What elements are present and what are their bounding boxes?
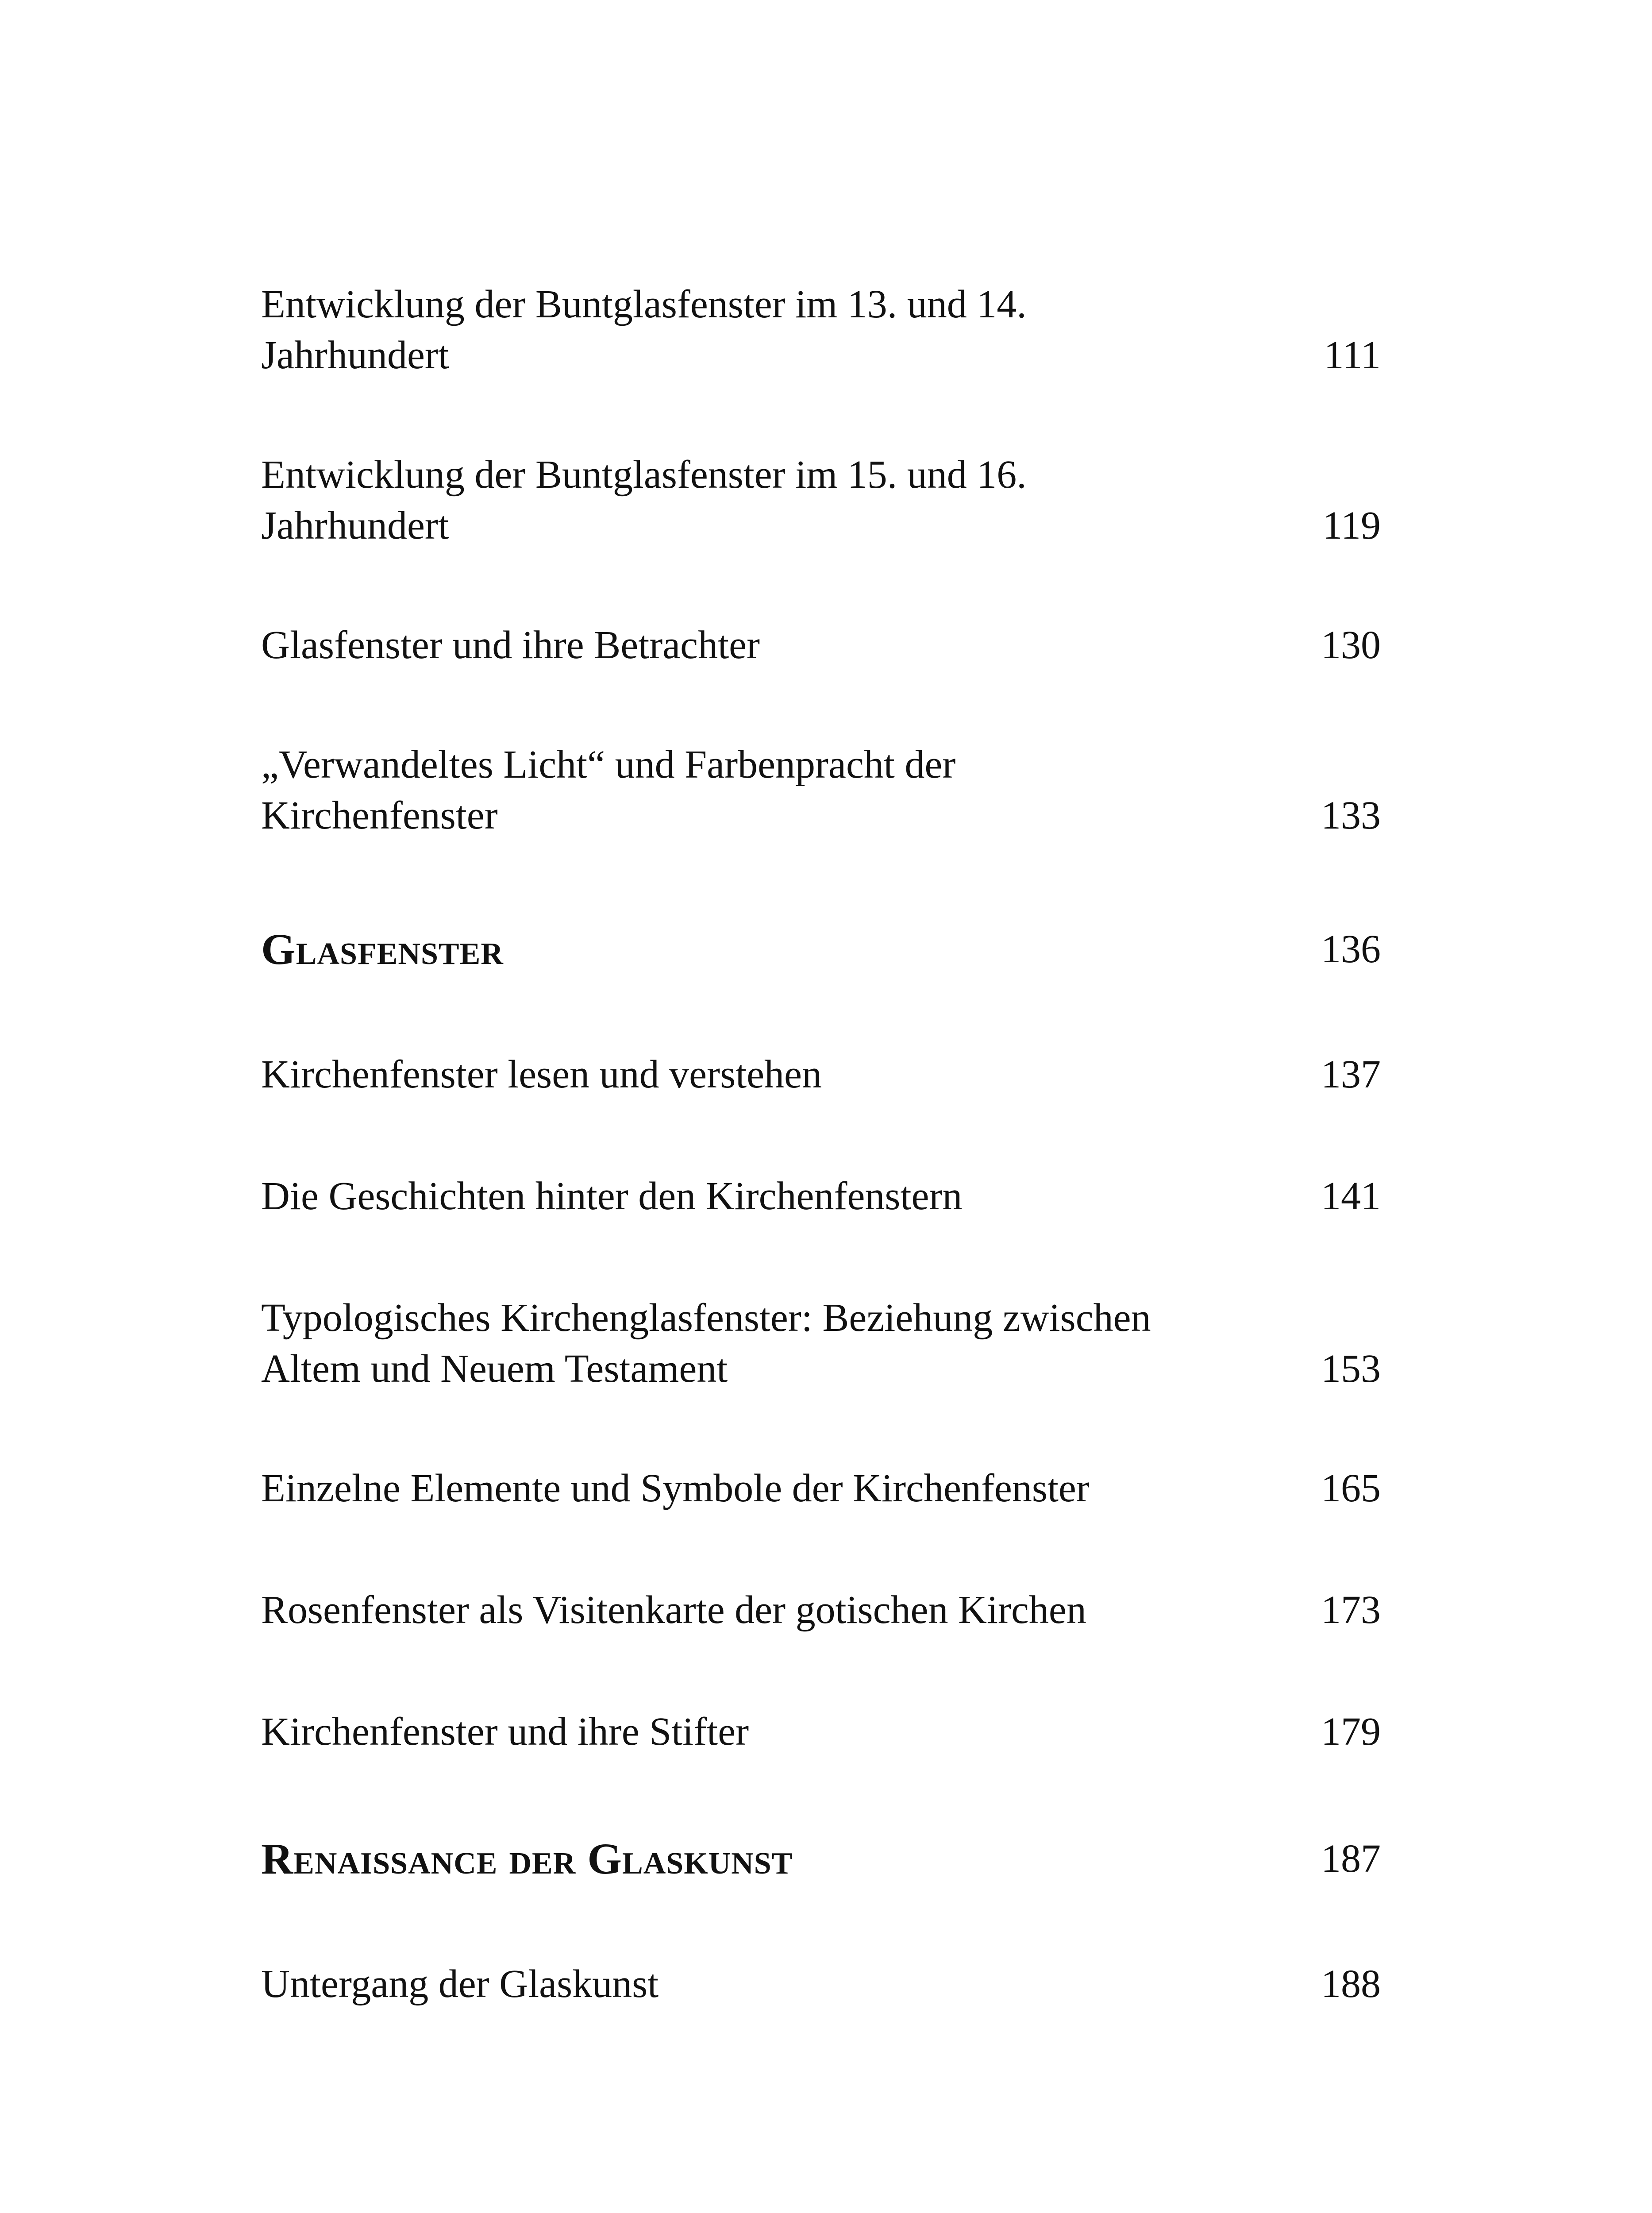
- toc-entry-page-number: 137: [1321, 1053, 1381, 1096]
- toc-entry[interactable]: [261, 1959, 1381, 2009]
- toc-section-heading[interactable]: [261, 923, 1381, 976]
- toc-entry-title: Einzelne Elemente und Symbole der Kirchenfenster: [261, 1466, 1090, 1510]
- toc-entry[interactable]: [261, 620, 1381, 671]
- toc-entry[interactable]: [261, 1585, 1381, 1635]
- toc-entry[interactable]: [261, 1706, 1381, 1757]
- toc-entry-page-number: 153: [1321, 1347, 1381, 1391]
- toc-entry[interactable]: [261, 449, 1381, 551]
- toc-entry-page-number: 119: [1322, 504, 1381, 547]
- toc-entry-title: Rosenfenster als Visitenkarte der gotischen Kirchen: [261, 1588, 1086, 1632]
- toc-entry-title: Kirchenfenster lesen und verstehen: [261, 1053, 822, 1096]
- toc-entry-title: Die Geschichten hinter den Kirchenfenstern: [261, 1174, 963, 1218]
- toc-entry[interactable]: [261, 1463, 1381, 1514]
- toc-section-title: Glasfenster: [261, 925, 504, 974]
- toc-entry[interactable]: [261, 1171, 1381, 1222]
- toc-entry-page-number: 188: [1321, 1962, 1381, 2006]
- toc-entry-page-number: 133: [1321, 794, 1381, 837]
- toc-entry-page-number: 130: [1321, 623, 1381, 667]
- toc-entry-title: Glasfenster und ihre Betrachter: [261, 623, 760, 667]
- toc-entry-title: Entwicklung der Buntglasfenster im 15. und 16. Jahrhundert: [261, 453, 1027, 547]
- toc-entry-title: Typologisches Kirchenglasfenster: Beziehung zwischen Altem und Neuem Testament: [261, 1296, 1151, 1391]
- toc-entry-page-number: 141: [1321, 1174, 1381, 1218]
- toc-entry-title: Entwicklung der Buntglasfenster im 13. und 14. Jahrhundert: [261, 282, 1027, 377]
- toc-section-title: Renaissance der Glaskunst: [261, 1834, 793, 1883]
- toc-entry-page-number: 173: [1321, 1588, 1381, 1632]
- toc-entry-title: „Verwandeltes Licht“ und Farbenpracht der Kirchenfenster: [261, 743, 956, 837]
- toc-entry-title: Kirchenfenster und ihre Stifter: [261, 1710, 749, 1754]
- toc-entry[interactable]: [261, 1049, 1381, 1100]
- toc-entry-page-number: 111: [1324, 333, 1381, 377]
- toc-section-page-number: 187: [1321, 1837, 1381, 1881]
- toc-entry[interactable]: [261, 739, 1381, 841]
- toc-entry-page-number: 179: [1321, 1710, 1381, 1754]
- toc-entry[interactable]: [261, 279, 1381, 381]
- toc-entry-page-number: 165: [1321, 1466, 1381, 1510]
- toc-section-page-number: 136: [1321, 927, 1381, 971]
- toc-entry[interactable]: [261, 1292, 1381, 1394]
- toc-entry-title: Untergang der Glaskunst: [261, 1962, 659, 2006]
- toc-section-heading[interactable]: [261, 1832, 1381, 1885]
